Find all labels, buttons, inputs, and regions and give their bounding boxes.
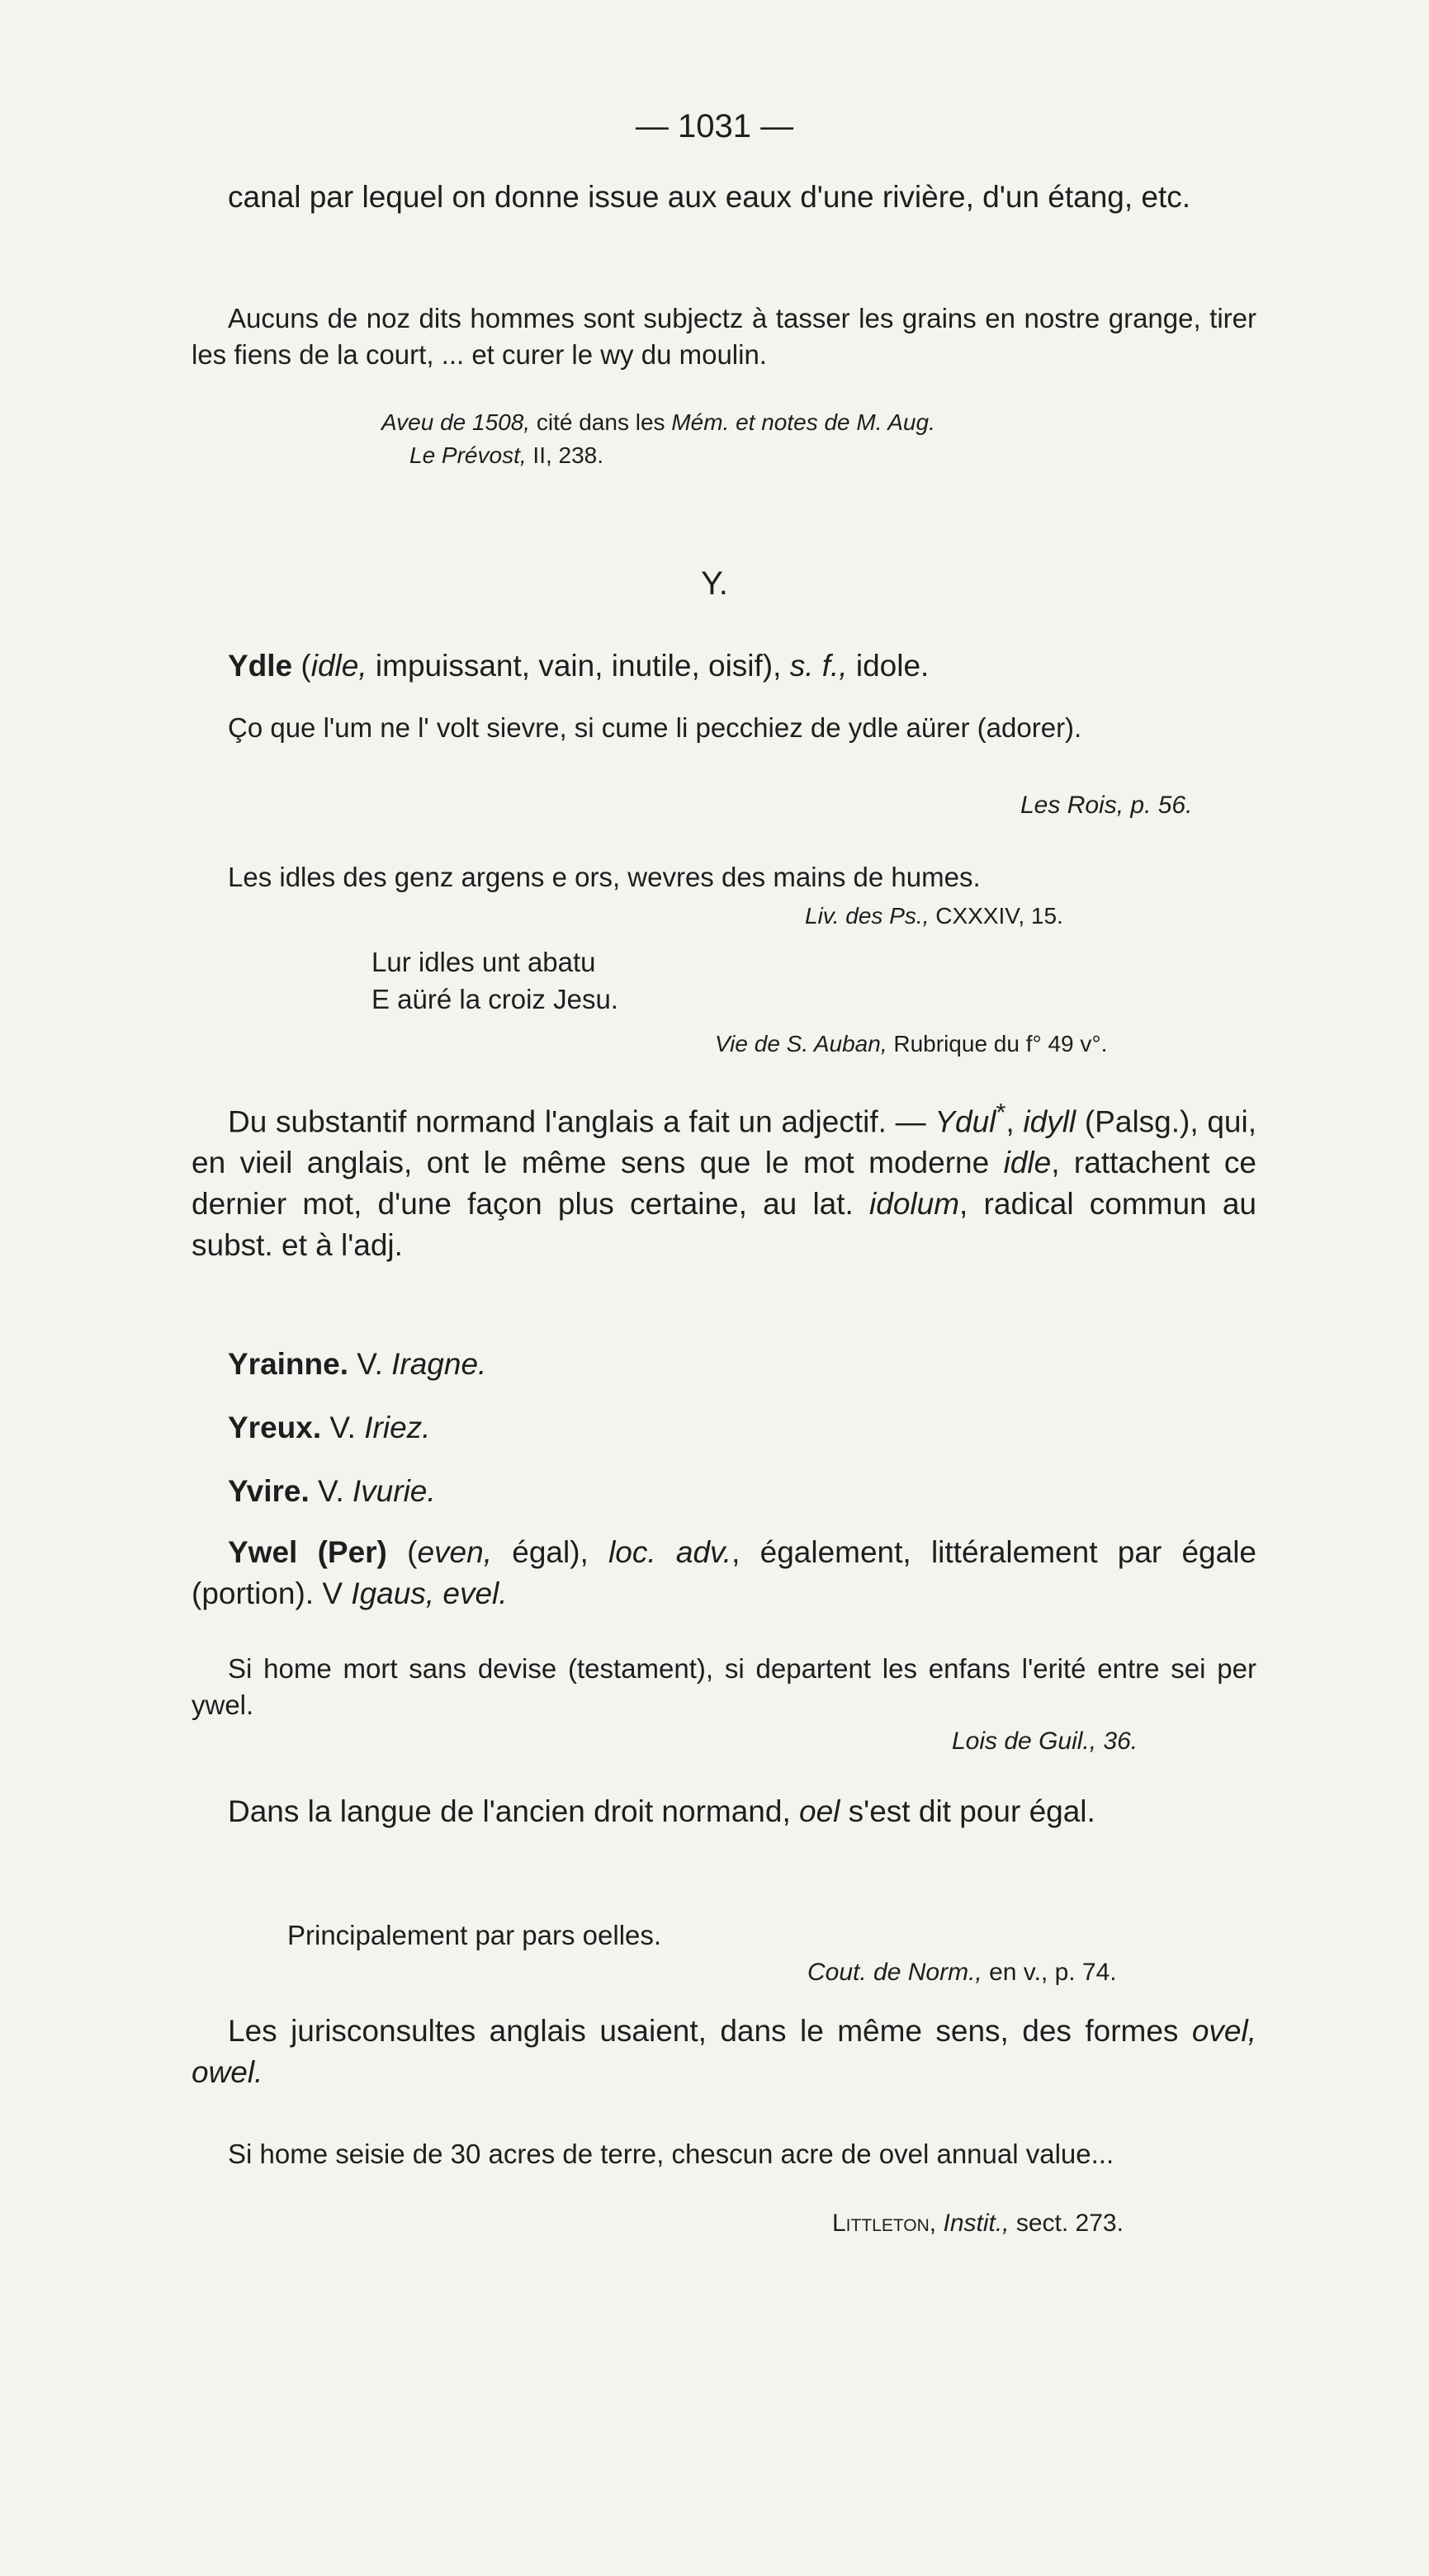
paragraph-superscript: * [996,1098,1006,1127]
citation-littleton [832,2207,1124,2240]
entry-reference: Iragne. [391,1347,487,1381]
citation-italic: Aveu de 1508, [381,409,531,435]
citation-italic: Vie de S. Auban, [715,1031,887,1056]
entry-ydle [192,645,1256,687]
citation-text: Rubrique du f° 49 v°. [887,1031,1108,1056]
entry-definition: idole. [847,649,930,683]
citation-text: sect. 273. [1009,2210,1124,2237]
entry-gloss: idle, [310,649,367,683]
paragraph-text: , [1006,1104,1024,1139]
entry-yreux [192,1407,1256,1449]
citation-aveu [381,406,1256,472]
paragraph-text: Du substantif normand l'anglais a fait un adjectif. — [228,1104,935,1139]
section-letter: Y. [701,565,728,602]
paragraph-continuation: canal par lequel on donne issue aux eaux d'une rivière, d'un étang, etc. [228,180,1191,214]
quotation-lois: Si home mort sans devise (testament), si departent les enfans l'erité entre sei per ywel. [192,1653,1256,1720]
citation-italic: Le Prévost, [409,442,527,468]
verse-line: Lur idles unt abatu [371,947,596,977]
quotation-rois: Ço que l'um ne l' volt sievre, si cume li pecchiez de ydle aürer (adorer). [228,712,1082,743]
citation-italic: Mém. et notes de M. Aug. [671,409,935,435]
entry-pos: loc. adv. [608,1535,732,1569]
entry-text: égal), [491,1535,609,1569]
citation-auban [715,1028,1107,1061]
entry-headword: Yreux. [228,1411,322,1444]
entry-reference: Iriez. [364,1411,431,1444]
entry-headword: Yvire. [228,1474,310,1508]
entry-ywel [192,1532,1256,1614]
page-number: — 1031 — [635,108,794,144]
paragraph-text: Les jurisconsultes anglais usaient, dans le même sens, des formes [228,2014,1192,2048]
paragraph-text: , rattachent ce dernier mot, d'une façon plus certaine, au lat. [192,1146,1256,1222]
paragraph-text: , radical commun au subst. et à l'adj. [192,1187,1256,1263]
citation-italic: Lois de Guil., 36. [952,1728,1138,1755]
entry-headword: Yrainne. [228,1347,348,1381]
paragraph-text: s'est dit pour égal. [840,1794,1095,1828]
quotation-aveu: Aucuns de noz dits hommes sont subjectz à tasser les grains en nostre grange, tirer les fiens de la court, ... et curer le wy du moulin. [192,303,1256,370]
entry-headword: Ywel [228,1535,298,1569]
citation-lois [952,1725,1138,1758]
entry-headword: Ydle [228,649,293,683]
citation-rois [1020,789,1192,822]
paragraph-italic: oel [799,1794,840,1828]
paragraph-oel [192,1791,1256,1832]
citation-italic: Les Rois, p. 56. [1020,792,1193,819]
paragraph-italic: idle [1003,1146,1052,1180]
citation-psaumes [805,900,1063,933]
entry-text: V. [321,1411,365,1444]
entry-reference: Igaus, evel. [351,1576,508,1610]
citation-italic: Cout. de Norm., [807,1959,982,1986]
quotation-coutume: Principalement par pars oelles. [287,1920,662,1950]
paragraph-italic: Ydul [935,1104,996,1139]
entry-text: V. [309,1474,353,1508]
citation-coutume [807,1956,1117,1989]
entry-text: V. [348,1347,392,1381]
entry-reference: Ivurie. [352,1474,436,1508]
entry-yrainne [192,1344,1256,1385]
entry-text: ( [292,649,311,683]
entry-gloss: even, [417,1535,492,1569]
entry-text: , également, littéralement par égale (portion). V [192,1535,1257,1610]
paragraph-italic: idyll [1023,1104,1076,1139]
paragraph-italic: ovel, owel. [192,2014,1256,2089]
entry-text: ( [386,1535,418,1569]
paragraph-text: (Palsg.), qui, en vieil anglais, ont le même sens que le mot moderne [192,1104,1256,1180]
paragraph-italic: idolum [869,1187,960,1222]
paragraph-etymology [192,1092,1256,1266]
citation-text: II, 238. [526,442,604,468]
verse-lines [371,943,618,1018]
citation-text: cité dans les [530,409,672,435]
entry-pos: s. f., [789,649,848,683]
citation-text: en v., p. 74. [982,1959,1117,1986]
citation-text: CXXXIV, 15. [929,903,1063,929]
entry-yvire [192,1471,1256,1512]
paragraph-jurisconsultes [192,2011,1256,2093]
citation-italic: Liv. des Ps., [805,903,930,929]
quotation-littleton: Si home seisie de 30 acres de terre, chescun acre de ovel annual value... [228,2139,1114,2169]
entry-marker: (Per) [297,1535,387,1569]
citation-author: Littleton, [832,2210,937,2237]
quotation-psaumes: Les idles des genz argens e ors, wevres des mains de humes. [228,862,981,892]
citation-italic: Instit., [936,2210,1010,2237]
entry-text: impuissant, vain, inutile, oisif), [367,649,790,683]
verse-line: E aüré la croiz Jesu. [371,984,618,1014]
paragraph-text: Dans la langue de l'ancien droit normand, [228,1794,799,1828]
